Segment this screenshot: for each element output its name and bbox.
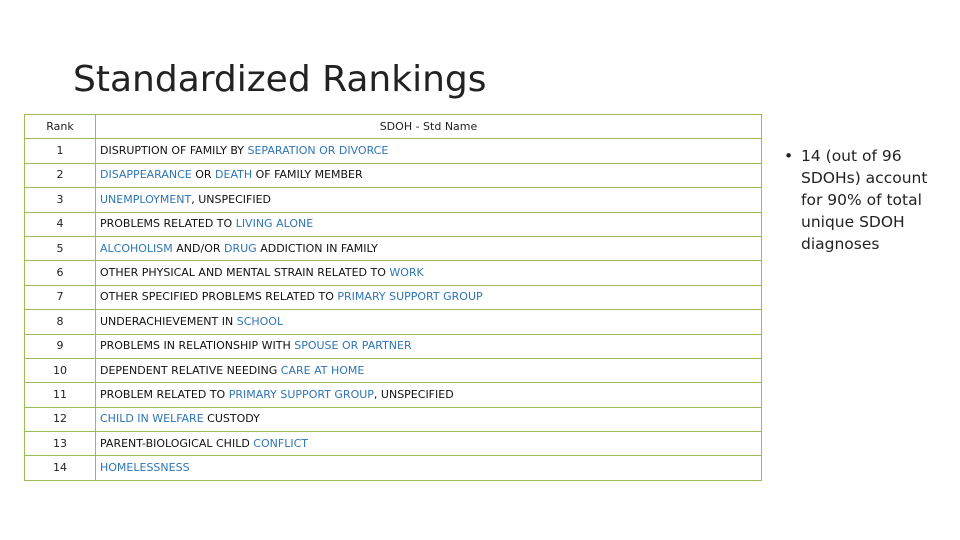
sdoh-name-cell bbox=[96, 456, 762, 480]
plain-text: DISRUPTION OF FAMILY BY bbox=[100, 144, 248, 158]
sdoh-name-cell bbox=[96, 383, 762, 407]
plain-text: ADDICTION IN FAMILY bbox=[256, 241, 378, 255]
highlighted-term: WORK bbox=[389, 266, 424, 280]
bullet-icon: • bbox=[784, 147, 794, 165]
table-header-row bbox=[25, 115, 762, 139]
sdoh-name-cell bbox=[96, 334, 762, 358]
table-row bbox=[25, 188, 762, 212]
sdoh-name-cell bbox=[96, 212, 762, 236]
table-row bbox=[25, 358, 762, 382]
highlighted-term: PRIMARY SUPPORT GROUP bbox=[337, 290, 483, 304]
table-row bbox=[25, 236, 762, 260]
highlighted-term: CHILD IN WELFARE bbox=[100, 412, 204, 426]
highlighted-term: DEATH bbox=[215, 168, 253, 182]
rank-cell: 6 bbox=[25, 261, 96, 285]
highlighted-term: DRUG bbox=[224, 241, 257, 255]
highlighted-term: SEPARATION OR DIVORCE bbox=[247, 144, 389, 158]
header-rank: Rank bbox=[25, 115, 96, 139]
highlighted-term: CARE AT HOME bbox=[280, 363, 365, 377]
slide-title: Standardized Rankings bbox=[73, 59, 487, 100]
rank-cell: 10 bbox=[25, 358, 96, 382]
plain-text: OR bbox=[191, 168, 216, 182]
sdoh-name-cell bbox=[96, 188, 762, 212]
plain-text: OF FAMILY MEMBER bbox=[252, 168, 363, 182]
rank-cell: 1 bbox=[25, 139, 96, 163]
rank-cell: 8 bbox=[25, 310, 96, 334]
rank-cell: 13 bbox=[25, 432, 96, 456]
sdoh-name-cell bbox=[96, 432, 762, 456]
sdoh-name-cell bbox=[96, 285, 762, 309]
table-row bbox=[25, 310, 762, 334]
plain-text: DEPENDENT RELATIVE NEEDING bbox=[100, 363, 281, 377]
table-row bbox=[25, 383, 762, 407]
table-row bbox=[25, 432, 762, 456]
rank-cell: 11 bbox=[25, 383, 96, 407]
plain-text: UNDERACHIEVEMENT IN bbox=[100, 314, 237, 328]
sdoh-name-cell bbox=[96, 236, 762, 260]
highlighted-term: HOMELESSNESS bbox=[100, 461, 190, 475]
highlighted-term: CONFLICT bbox=[253, 436, 308, 450]
rank-cell: 3 bbox=[25, 188, 96, 212]
plain-text: PROBLEMS IN RELATIONSHIP WITH bbox=[100, 339, 295, 353]
table-body bbox=[25, 139, 762, 480]
table-row bbox=[25, 334, 762, 358]
highlighted-term: DISAPPEARANCE bbox=[100, 168, 192, 182]
rank-cell: 5 bbox=[25, 236, 96, 260]
plain-text: OTHER SPECIFIED PROBLEMS RELATED TO bbox=[100, 290, 338, 304]
rank-cell: 7 bbox=[25, 285, 96, 309]
rank-cell: 9 bbox=[25, 334, 96, 358]
table-row bbox=[25, 407, 762, 431]
summary-bullet bbox=[784, 145, 944, 255]
plain-text: , UNSPECIFIED bbox=[373, 387, 454, 401]
sdoh-name-cell bbox=[96, 139, 762, 163]
summary-bullet-text: 14 (out of 96 SDOHs) account for 90% of total unique SDOH diagnoses bbox=[801, 147, 928, 253]
highlighted-term: PRIMARY SUPPORT GROUP bbox=[228, 387, 374, 401]
plain-text: OTHER PHYSICAL AND MENTAL STRAIN RELATED TO bbox=[100, 266, 390, 280]
plain-text: PROBLEM RELATED TO bbox=[100, 387, 229, 401]
sdoh-name-cell bbox=[96, 407, 762, 431]
table-row bbox=[25, 285, 762, 309]
table-row bbox=[25, 163, 762, 187]
sdoh-name-cell bbox=[96, 261, 762, 285]
plain-text: , UNSPECIFIED bbox=[191, 192, 272, 206]
rank-cell: 4 bbox=[25, 212, 96, 236]
table-row bbox=[25, 261, 762, 285]
highlighted-term: UNEMPLOYMENT bbox=[100, 192, 192, 206]
plain-text: CUSTODY bbox=[203, 412, 260, 426]
sdoh-name-cell bbox=[96, 358, 762, 382]
rank-cell: 14 bbox=[25, 456, 96, 480]
table-row bbox=[25, 139, 762, 163]
highlighted-term: ALCOHOLISM bbox=[100, 241, 173, 255]
sdoh-name-cell bbox=[96, 310, 762, 334]
highlighted-term: SCHOOL bbox=[236, 314, 284, 328]
rank-cell: 2 bbox=[25, 163, 96, 187]
plain-text: AND/OR bbox=[172, 241, 225, 255]
header-sdoh-std-name: SDOH - Std Name bbox=[96, 115, 762, 139]
highlighted-term: LIVING ALONE bbox=[235, 217, 314, 231]
plain-text: PARENT-BIOLOGICAL CHILD bbox=[100, 436, 254, 450]
rank-cell: 12 bbox=[25, 407, 96, 431]
rankings-table bbox=[24, 114, 762, 481]
table-row bbox=[25, 456, 762, 480]
summary-bullet-list bbox=[784, 145, 944, 255]
table-row bbox=[25, 212, 762, 236]
sdoh-name-cell bbox=[96, 163, 762, 187]
highlighted-term: SPOUSE OR PARTNER bbox=[294, 339, 412, 353]
plain-text: PROBLEMS RELATED TO bbox=[100, 217, 236, 231]
